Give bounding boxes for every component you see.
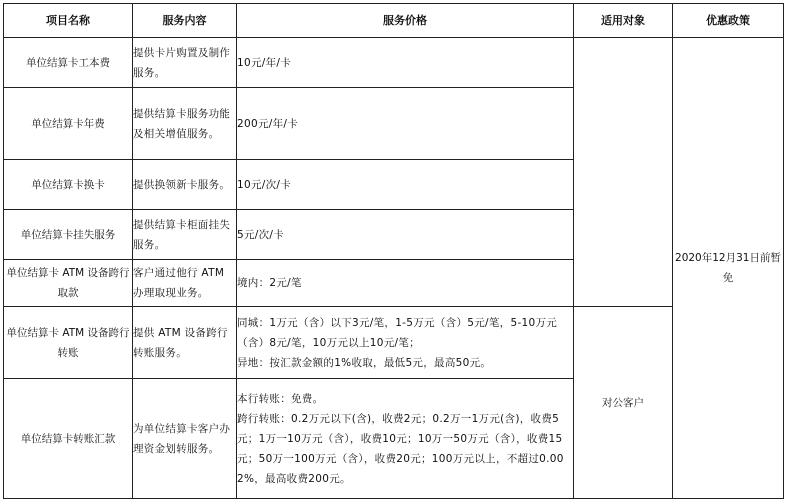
row-content: 为单位结算卡客户办理资金划转服务。 — [133, 379, 237, 499]
price-line: 同城：1万元（含）以下3元/笔，1-5万元（含）5元/笔，5-10万元（含）8元/笔，10万元以上10元/笔； — [237, 316, 558, 349]
row-price — [237, 160, 574, 210]
row-price — [237, 88, 574, 160]
table-row — [4, 307, 784, 379]
row-content: 提供 ATM 设备跨行转账服务。 — [133, 307, 237, 379]
header-service-price: 服务价格 — [237, 4, 574, 38]
target-cell: 对公客户 — [574, 307, 673, 499]
row-name: 单位结算卡挂失服务 — [4, 210, 133, 260]
price-line: 10元/次/卡 — [237, 178, 292, 191]
policy-cell: 2020年12月31日前暂免 — [673, 38, 784, 499]
header-discount-policy: 优惠政策 — [673, 4, 784, 38]
row-name: 单位结算卡工本费 — [4, 38, 133, 88]
header-target-customer: 适用对象 — [574, 4, 673, 38]
fee-table — [3, 3, 784, 499]
row-price — [237, 38, 574, 88]
target-cell-individual — [574, 38, 673, 307]
row-content: 提供结算卡柜面挂失服务。 — [133, 210, 237, 260]
row-content: 提供卡片购置及制作服务。 — [133, 38, 237, 88]
price-line: 跨行转账：0.2万元以下(含)，收费2元；0.2万一1万元(含)，收费5元；1万一10万元（含），收费10元；10万一50万元（含），收费15元；50万一100万元（含），收费20元；100万元以上，不超过0.002%，最高收费200元。 — [237, 412, 564, 485]
price-line: 境内：2元/笔 — [237, 277, 302, 289]
table-row — [4, 38, 784, 88]
header-service-content: 服务内容 — [133, 4, 237, 38]
price-line: 5元/次/卡 — [237, 228, 285, 241]
header-project-name: 项目名称 — [4, 4, 133, 38]
row-name: 单位结算卡 ATM 设备跨行取款 — [4, 260, 133, 307]
row-price — [237, 379, 574, 499]
row-price — [237, 307, 574, 379]
row-name: 单位结算卡年费 — [4, 88, 133, 160]
row-content: 提供换领新卡服务。 — [133, 160, 237, 210]
price-line: 200元/年/卡 — [237, 117, 299, 130]
row-price — [237, 210, 574, 260]
row-name: 单位结算卡 ATM 设备跨行转账 — [4, 307, 133, 379]
price-line: 异地：按汇款金额的1%收取，最低5元，最高50元。 — [237, 356, 492, 369]
row-name: 单位结算卡换卡 — [4, 160, 133, 210]
row-price — [237, 260, 574, 307]
row-content: 提供结算卡服务功能及相关增值服务。 — [133, 88, 237, 160]
price-line: 本行转账：免费。 — [237, 392, 324, 405]
row-name: 单位结算卡转账汇款 — [4, 379, 133, 499]
price-line: 10元/年/卡 — [237, 56, 292, 69]
row-content: 客户通过他行 ATM 办理取现业务。 — [133, 260, 237, 307]
table-header-row — [4, 4, 784, 38]
